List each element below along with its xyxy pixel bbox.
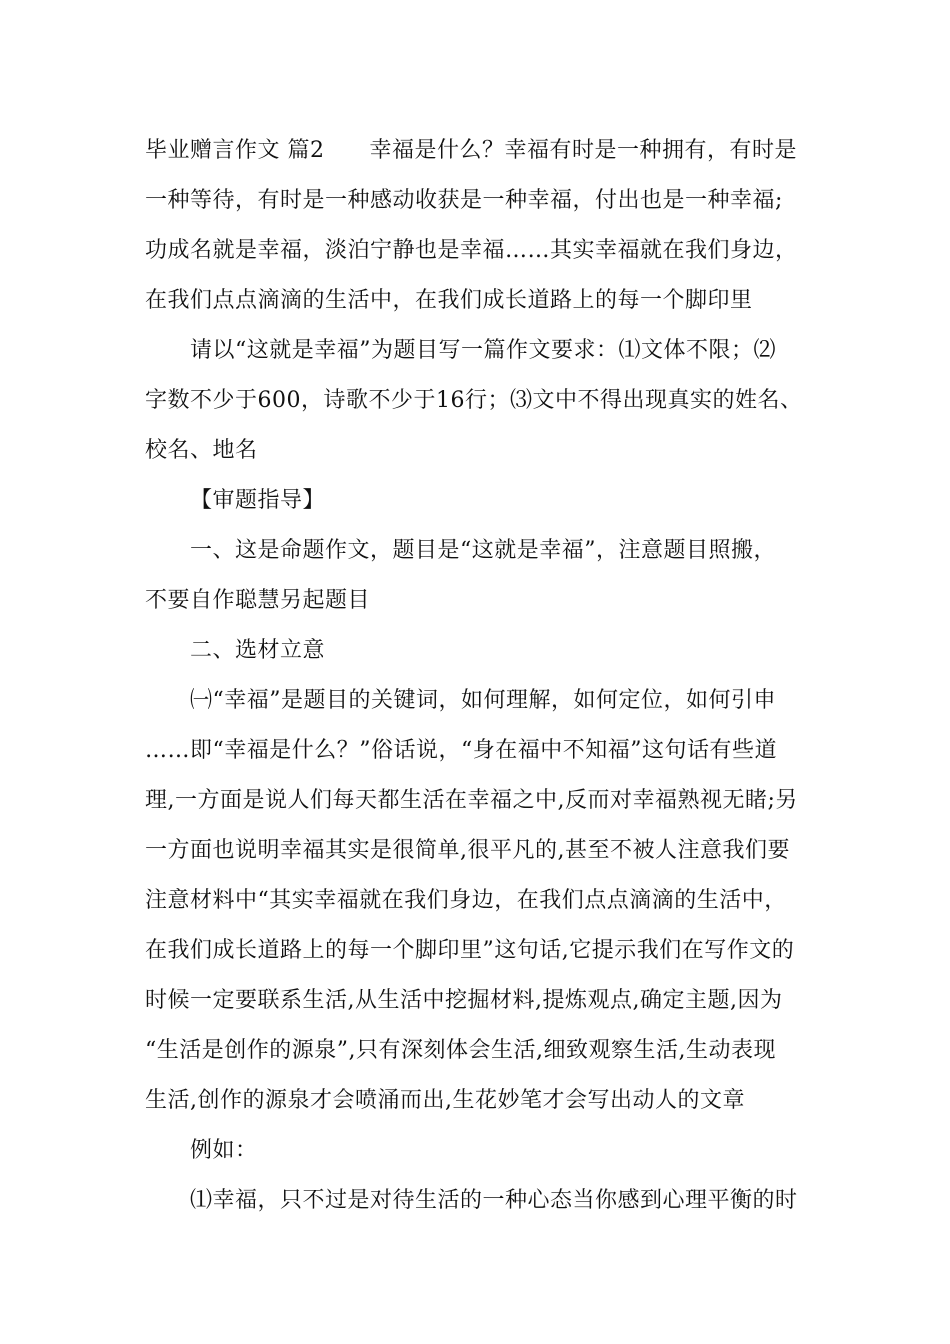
text-line: 请以“这就是幸福”为题目写一篇作文要求：⑴文体不限；⑵ xyxy=(190,338,776,363)
text-line: ㈠“幸福”是题目的关键词，如何理解，如何定位，如何引申 xyxy=(190,688,776,713)
text-line: 毕业赠言作文 篇2 幸福是什么？幸福有时是一种拥有，有时是 xyxy=(145,138,797,163)
text-line: 一种等待，有时是一种感动收获是一种幸福，付出也是一种幸福; xyxy=(145,188,783,213)
text-line: “生活是创作的源泉”,只有深刻体会生活,细致观察生活,生动表现 xyxy=(145,1038,776,1063)
text-line: ⑴幸福，只不过是对待生活的一种心态当你感到心理平衡的时 xyxy=(190,1188,798,1213)
text-line: 注意材料中“其实幸福就在我们身边，在我们点点滴滴的生活中， xyxy=(145,888,787,913)
text-line: 不要自作聪慧另起题目 xyxy=(145,588,371,613)
text-line: 理,一方面是说人们每天都生活在幸福之中,反而对幸福熟视无睹;另 xyxy=(145,788,798,813)
text-line: 校名、地名 xyxy=(145,438,258,463)
text-line: 二、选材立意 xyxy=(190,638,326,663)
text-line: 生活,创作的源泉才会喷涌而出,生花妙笔才会写出动人的文章 xyxy=(145,1088,745,1113)
text-line: 一、这是命题作文，题目是“这就是幸福”，注意题目照搬， xyxy=(190,538,776,563)
section-heading: 【审题指导】 xyxy=(190,488,326,513)
text-line: 一方面也说明幸福其实是很简单,很平凡的,甚至不被人注意我们要 xyxy=(145,838,790,863)
text-line: 功成名就是幸福，淡泊宁静也是幸福……其实幸福就在我们身边， xyxy=(145,238,798,263)
text-line: 时候一定要联系生活,从生活中挖掘材料,提炼观点,确定主题,因为 xyxy=(145,988,783,1013)
text-line: 例如： xyxy=(190,1138,258,1163)
text-line: ……即“幸福是什么？”俗话说，“身在福中不知福”这句话有些道 xyxy=(145,738,777,763)
text-line: 字数不少于600，诗歌不少于16行；⑶文中不得出现真实的姓名、 xyxy=(145,388,803,413)
text-line: 在我们成长道路上的每一个脚印里”这句话,它提示我们在写作文的 xyxy=(145,938,795,963)
text-line: 在我们点点滴滴的生活中，在我们成长道路上的每一个脚印里 xyxy=(145,288,753,313)
